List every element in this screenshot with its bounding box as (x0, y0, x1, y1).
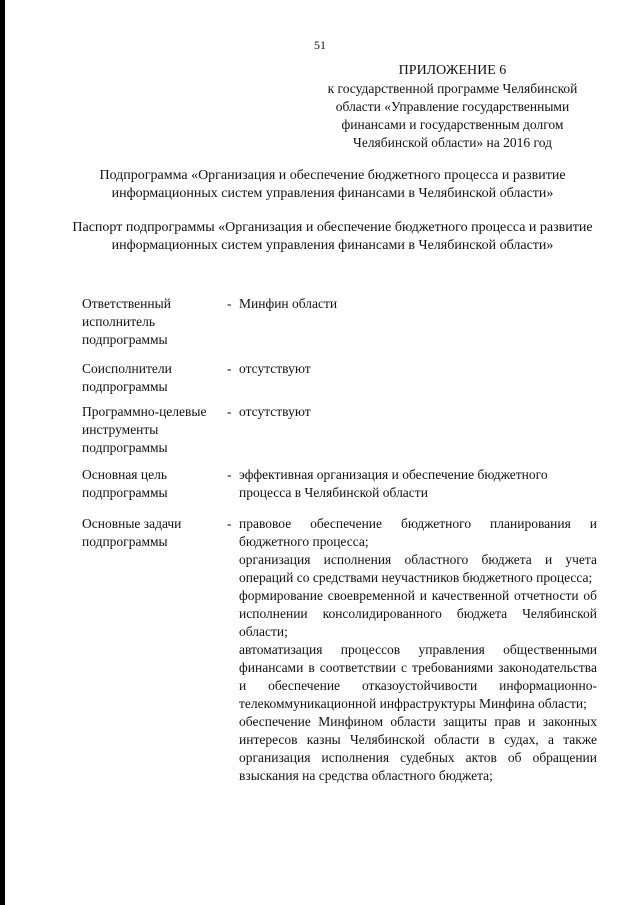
passport-value: отсутствуют (239, 404, 311, 419)
dash: - (227, 467, 232, 482)
appendix-line: финансами и государственным долгом (341, 117, 564, 132)
task-item: организация исполнения областного бюджета и учета операций со средствами неучастников бюджетного процесса; (239, 552, 597, 585)
subprogram-title: Подпрограмма «Организация и обеспечение бюджетного процесса и развитие информационных систем управления финансами в Челябинской области» (99, 168, 566, 201)
tasks-list (239, 515, 597, 785)
scan-edge-shadow (0, 0, 5, 905)
task-item: автоматизация процессов управления общественными финансами в соответствии с требованиями законодательства и обеспечение отказоустойчивости информационно-телекоммуникационной инфраструктуры Минфина области; (239, 642, 597, 711)
appendix-line: Челябинской области» на 2016 год (353, 135, 552, 150)
dash: - (227, 404, 232, 419)
passport-label: Соисполнители подпрограммы (82, 361, 172, 394)
appendix-header (300, 62, 605, 152)
passport-title: Паспорт подпрограммы «Организация и обеспечение бюджетного процесса и развитие информационных систем управления финансами в Челябинской области» (72, 220, 593, 253)
passport-label: Ответственный исполнитель подпрограммы (82, 296, 171, 347)
appendix-title: ПРИЛОЖЕНИЕ 6 (398, 63, 507, 78)
dash: - (227, 296, 232, 311)
passport-label: Основная цель подпрограммы (82, 467, 168, 500)
task-item: формирование своевременной и качественной отчетности об исполнении консолидированного бюджета Челябинской области; (239, 588, 597, 639)
dash: - (227, 361, 232, 376)
passport-value: отсутствуют (239, 361, 311, 376)
task-item: правовое обеспечение бюджетного планирования и бюджетного процесса; (239, 516, 597, 549)
passport-value: эффективная организация и обеспечение бюджетного процесса в Челябинской области (239, 467, 548, 500)
passport-label: Программно-целевые инструменты подпрограммы (82, 404, 207, 455)
appendix-line: к государственной программе Челябинской (327, 81, 578, 96)
passport-value: Минфин области (239, 296, 338, 311)
dash: - (227, 516, 232, 531)
page-number: 51 (314, 38, 326, 52)
task-item: обеспечение Минфином области защиты прав и законных интересов казны Челябинской области в судах, а также организация исполнения судебных актов об обращении взыскания на средства областного бюджета; (239, 714, 597, 783)
passport-label: Основные задачи подпрограммы (82, 516, 182, 549)
appendix-line: области «Управление государственными (335, 99, 570, 114)
